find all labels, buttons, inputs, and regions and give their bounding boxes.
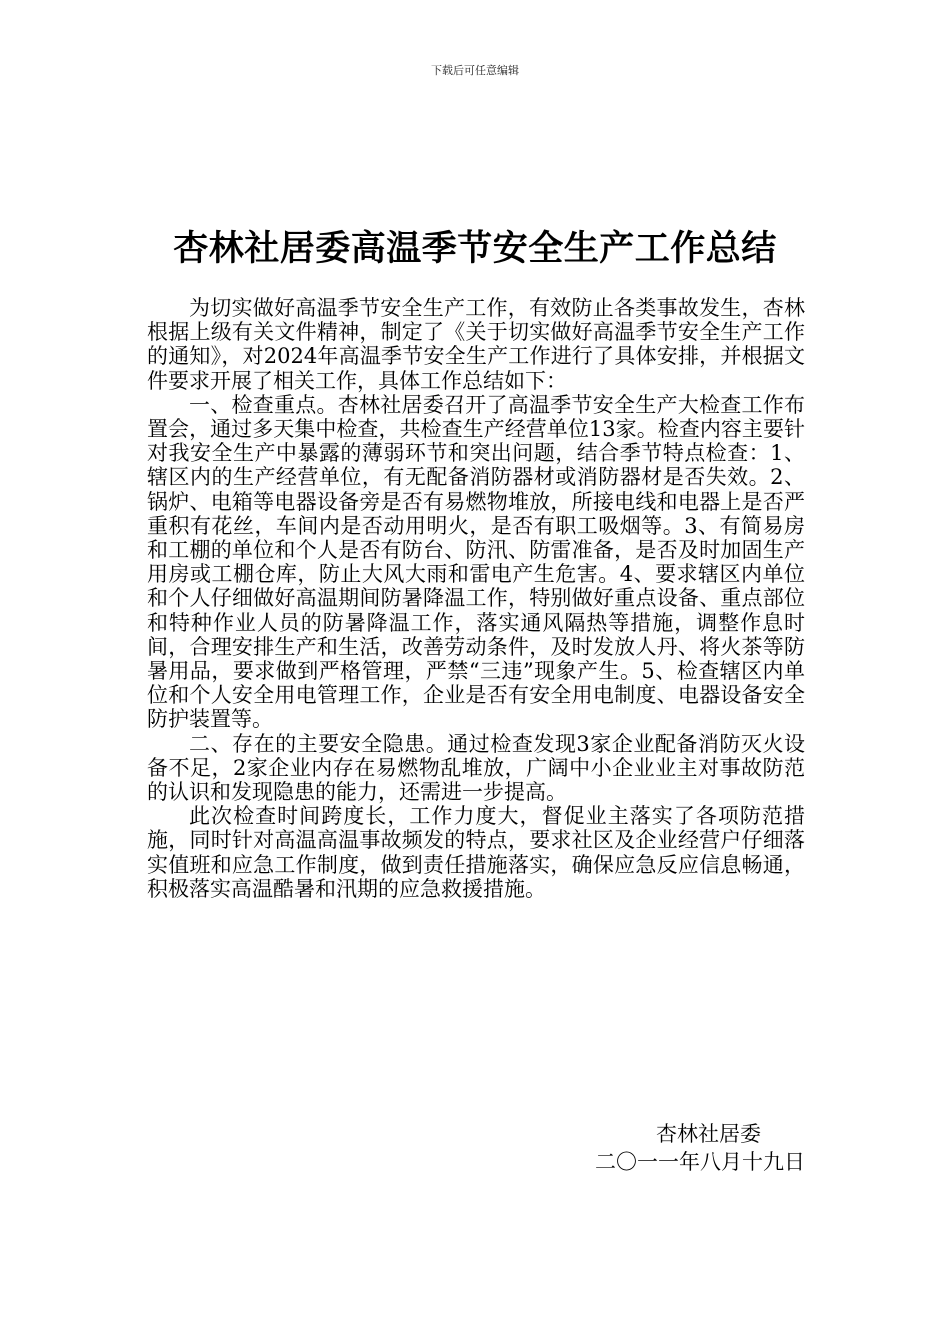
signature-org: 杏林社居委 <box>656 1122 761 1146</box>
header-note: 下载后可任意编辑 <box>431 64 519 77</box>
signature-block <box>540 1120 805 1176</box>
document-title: 杏林社居委高温季节安全生产工作总结 <box>173 229 777 269</box>
paragraph-inspection-focus: 一、检查重点。杏林社居委召开了高温季节安全生产大检查工作布置会，通过多天集中检查，共检查生产经营单位13家。检查内容主要针对我安全生产中暴露的薄弱环节和突出问题，结合季节特点检查：1、辖区内的生产经营单位，有无配备消防器材或消防器材是否失效。2、锅炉、电箱等电器设备旁是否有易燃物堆放，所接电线和电器上是否严重积有花丝，车间内是否动用明火，是否有职工吸烟等。3、有简易房和工棚的单位和个人是否有防台、防汛、防雷准备，是否及时加固生产用房或工棚仓库，防止大风大雨和雷电产生危害。4、要求辖区内单位和个人仔细做好高温期间防暑降温工作，特别做好重点设备、重点部位和特种作业人员的防暑降温工作，落实通风隔热等措施，调整作息时间，合理安排生产和生活，改善劳动条件，及时发放人丹、将火茶等防暑用品，要求做到严格管理，严禁“三违”现象产生。5、检查辖区内单位和个人安全用电管理工作，企业是否有安全用电制度、电器设备安全防护装置等。 <box>147 392 805 732</box>
signature-date: 二〇一一年八月十九日 <box>595 1150 805 1174</box>
paragraph-hazards: 二、存在的主要安全隐患。通过检查发现3家企业配备消防灭火设备不足，2家企业内存在易燃物乱堆放，广阔中小企业业主对事故防范的认识和发现隐患的能力，还需进一步提高。 <box>147 731 805 805</box>
paragraph-conclusion: 此次检查时间跨度长，工作力度大，督促业主落实了各项防范措施，同时针对高温高温事故频发的特点，要求社区及企业经营户仔细落实值班和应急工作制度，做到责任措施落实，确保应急反应信息畅通，积极落实高温酷暑和汛期的应急救援措施。 <box>147 804 805 901</box>
document-body <box>147 296 805 901</box>
paragraph-intro: 为切实做好高温季节安全生产工作，有效防止各类事故发生，杏林根据上级有关文件精神，制定了《关于切实做好高温季节安全生产工作的通知》，对2024年高温季节安全生产工作进行了具体安排，并根据文件要求开展了相关工作，具体工作总结如下： <box>147 296 805 393</box>
